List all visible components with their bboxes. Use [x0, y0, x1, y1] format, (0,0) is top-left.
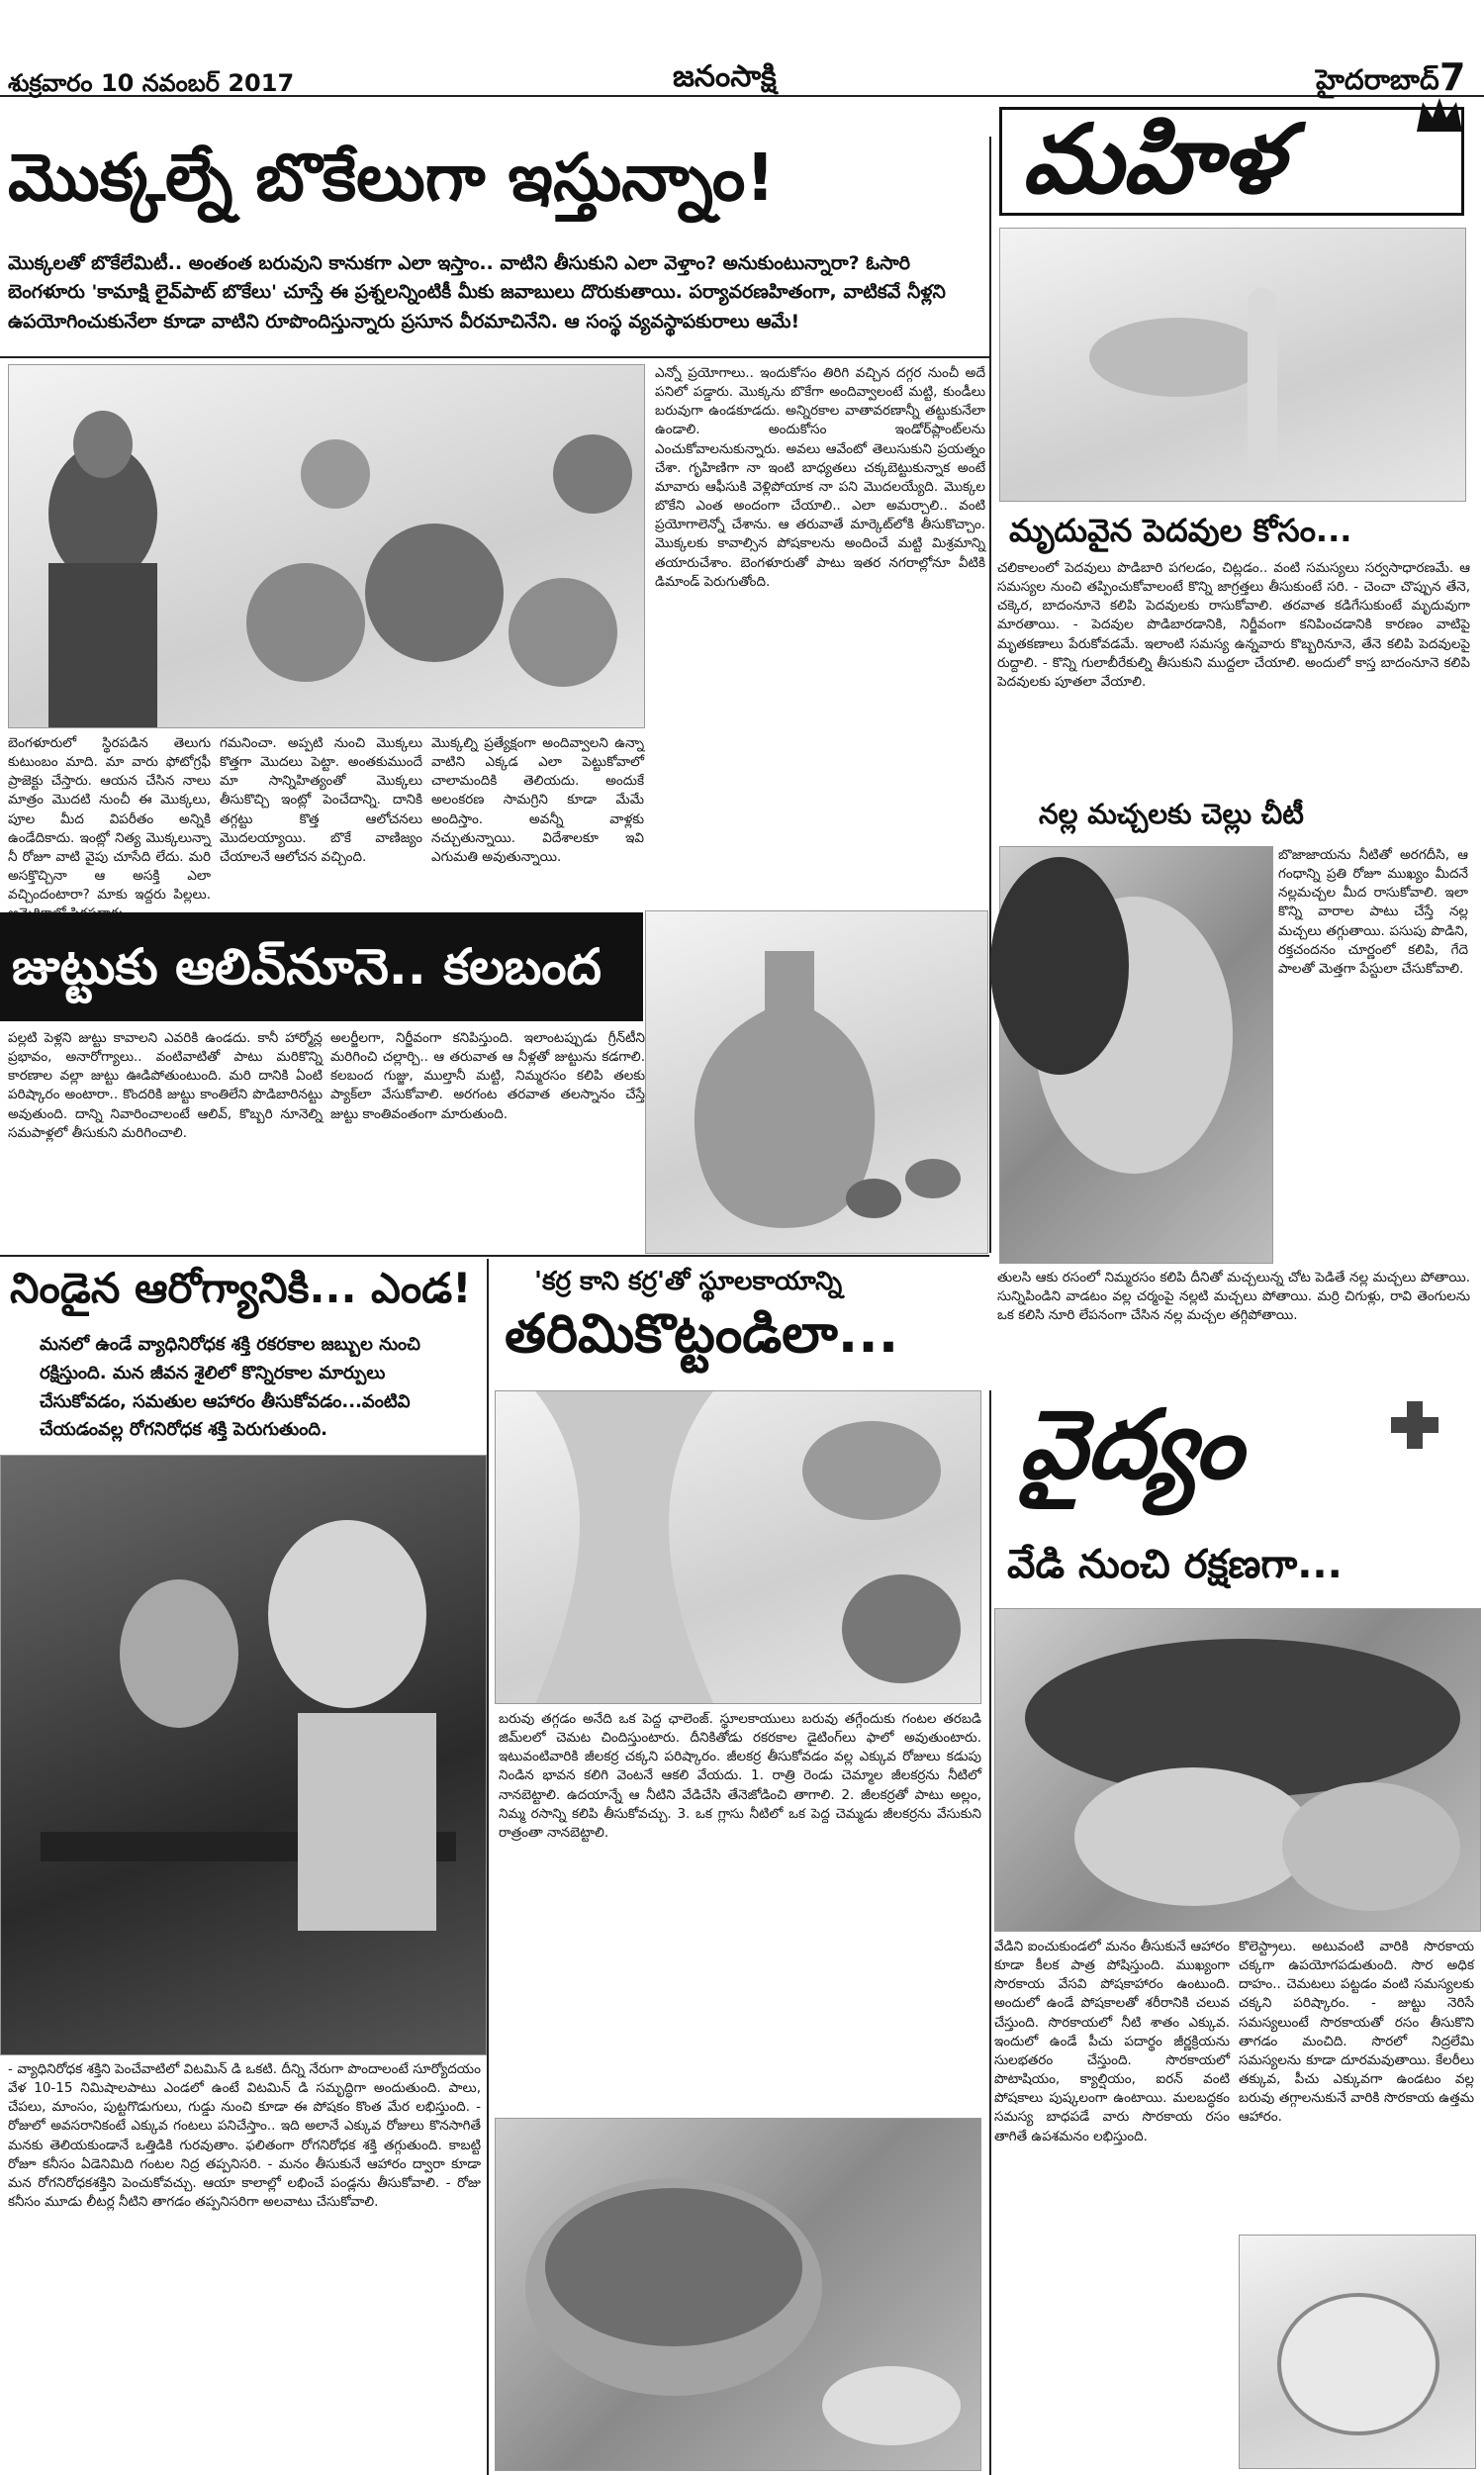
- article2-text-col2: అలర్జీలగా, నిర్జీవంగా కనిపిస్తుంది. ఇలాంటప్పుడు గ్రీన్‌టీని మరిగించి చల్లార్చి.. ఆ తరువాత ఆ నీళ్లతో జుట్టును కడగాలి. కలబంద గుజ్జు, ముల్తానీ మట్టి, నిమ్మరసం కలిపి తలకు ప్యాక్‌లా వేసుకోవాలి. అరగంట తరవాత తలస్నానం చేస్తే జుట్టు కాంతివంతంగా మారుతుంది.: [330, 1030, 645, 1122]
- masthead-brand: జనంసాక్షి: [673, 59, 777, 94]
- dark-spots-body1: బొజాజాయను నీటితో అరగదీసి, ఆ గంధాన్ని ప్రతి రోజూ ముఖ్యం మీదనే నల్లమచ్చల మీద రాసుకోవాలి. ఇలా కొన్ని వారాల పాటు చేస్తే నల్ల మచ్చలు తగ్గుతాయి. పసుపు పొడిని, రక్తచందనం చూర్ణంలో కలిపి, గేదె పాలతో మెత్తగా పేస్టులా చేసుకోవాలి.: [1278, 847, 1468, 977]
- olive-oil-photo: [645, 910, 988, 1254]
- divider: [0, 356, 989, 358]
- mahila-logo: మహిళ: [999, 107, 1464, 216]
- dark-spots-body2: తులసి ఆకు రసంలో నిమ్మరసం కలిపి దీనితో మచ్చలున్న చోట పెడితే నల్ల మచ్చలు పోతాయి. సున్నిపిండిని వాడటం వల్ల చర్మంపై నల్లటి మచ్చలు పోతాయి. మర్రి చిగుళ్లు, రావి తెంగులను ఒక కలిసి నూరి లేపనంగా చేసిన నల్ల మచ్చల తగ్గిపోతాయి.: [997, 1270, 1470, 1324]
- article1-text-col1: బెంగళూరులో స్థిరపడిన తెలుగు కుటుంబం మాది. మా వారు ఫోటోగ్రఫీ ప్రాజెక్టు చేస్తారు. ఆయన చేసిన నాలు మాత్రం మొదటి నుంచీ ఈ మొక్కలు, పూల మీద విపరీతం అన్నికి ఉండేదికాదు. ఇంట్లో నిత్య మొక్కలున్నా నీ రోజూ వాటి వైపు చూసేది లేదు. మరి అసక్తొచ్చినా ఆ అసక్తి ఎలా వచ్చిందంటారా? మాకు ఇద్దరు పిల్లలు.: [8, 735, 211, 904]
- lips-photo: [999, 228, 1466, 502]
- vaidyam-logo: వైద్యం: [1019, 1388, 1243, 1500]
- article4-kicker: 'కర్ర కాని కర్ర'తో స్థూలకాయాన్ని: [534, 1267, 843, 1296]
- article3-headline: నిండైన ఆరోగ్యానికి... ఎండ!: [10, 1264, 472, 1312]
- article1-text-col3: మొక్కల్ని ప్రత్యేక్షంగా అందివ్వాలని ఉన్నా వాటిని ఎక్కడ ఎలా పెట్టుకోవాలో చాలామందికి తెలియదు. అందుకే అలంకరణ సామగ్రిని కూడా మేమే అందిస్తాం. అవన్నీ వాళ్లకు నచ్చుతున్నాయి. విదేశాలకూ ఇవి ఎగుమతి అవుతున్నాయి.: [431, 735, 644, 865]
- crown-icon: [1415, 94, 1464, 138]
- vaidyam-text-col2: కొలెస్ట్రాలు. అటువంటి వారికి సొరకాయ చక్కగా ఉపయోగపడుతుంది. సొర అధిక దాహం.. చెమటలు పట్టడం వంటి సమస్యలకు చక్కని పరిష్కారం. - జుట్టు నెరిసే సమస్యలుంటే సొరకాయతో రసం తీసుకొని తాగడం మంచిది. సొరలో నిద్రలేమి సమస్యలను కూడా దూరమవుతాయి. కేలరీలు తక్కువ, పీచు ఎక్కువగా ఉండటం వల్ల బరువు తగ్గాలనుకునే వారికి సొరకాయ ఉత్తమ ఆహారం.: [1239, 1939, 1474, 2126]
- article3-body: - వ్యాధినిరోధక శక్తిని పెంచేవాటిలో విటమిన్ డి ఒకటి. దీన్ని నేరుగా పొందాలంటే సూర్యోదయం వేళ 10-15 నిమిషాలపాటు ఎండలో ఉంటే విటమిన్ డి సమృద్ధిగా అందుతుంది. పాలు, చేపలు, మాంసం, పుట్టగొడుగులు, గుడ్డు నుంచి కూడా ఈ పోషకం కొంత మేర లభిస్తుంది. - రోజులో అవసరానికంటే ఎక్కువ గంటలు పనిచేస్తాం.. ఇది అలానే ఎక్కువ రోజులు కొనసాగితే మనకు తెలియకుండానే ఒత్తిడికి గురవుతాం. ఫలితంగా రోగనిరోధక శక్తి తగ్గుతుంది. కాబట్టి రోజూ కనీసం ఏడెనిమిది గంటల నిద్ర తప్పనిసరి. - మనం తీసుకునే ఆహారం ద్వారా కూడా మన రోగనిరోధకశక్తిని పెంచుకోవచ్చు. ఆయా కాలాల్లో లభించే పండ్లను తీసుకోవాలి. - రోజు కనీసం మూడు లీటర్ల నీటిని తాగడం తప్పనిసరిగా అలవాటు చేసుకోవాలి.: [8, 2061, 481, 2211]
- waist-measuring-photo: [495, 1390, 981, 1704]
- bottle-gourd-photo: [994, 1608, 1481, 1932]
- cumin-bowl-photo: [495, 2118, 981, 2471]
- city-label: హైదరాబాద్: [1316, 63, 1439, 96]
- vaidyam-headline: వేడి నుంచి రక్షణగా...: [1007, 1542, 1343, 1587]
- gourd-slice-photo: [1239, 2235, 1476, 2469]
- medical-cross-icon: [1385, 1395, 1444, 1459]
- column-rule: [989, 137, 991, 1253]
- vaidyam-text-col1: వేడిని ఐంచుకుండలో మనం తీసుకునే ఆహారం కూడా కీలక పాత్ర పోషిస్తుంది. ముఖ్యంగా సొరకాయ వేసవి పోషకాహారం ఉంటుంది. అందులో ఉండే పోషకాలతో శరీరానికి చలువ చేస్తుంది. సొరకాయలో నీటి శాతం ఎక్కువ. ఇందులో ఉండే పీచు పదార్థం జీర్ణక్రియను సులభతరం చేస్తుంది. సొరకాయలో పొటాషియం, క్యాల్షియం, ఐరన్ వంటి పోషకాలు పుష్కలంగా ఉంటాయి. మలబద్ధకం సమస్య బాధపడే వారు సొరకాయ రసం తాగితే ఉపశమనం లభిస్తుంది.: [994, 1939, 1230, 2144]
- column-rule: [487, 1259, 489, 2475]
- article1-headline: మొక్కల్నే బొకేలుగా ఇస్తున్నాం!: [8, 140, 776, 216]
- article2-headline: జుట్టుకు ఆలివ్‌నూనె.. కలబంద: [0, 912, 643, 1021]
- lips-title: మృదువైన పెదవుల కోసం...: [1009, 512, 1352, 549]
- article1-photo-woman-with-plants: [8, 364, 645, 728]
- article1-text-col2: గమనించా. అప్పటి నుంచి మొక్కలు కొత్తగా మొదలు పెట్టా. అంతకుముందే మా సాన్నిహిత్యంతో మొక్కలు తీసుకొచ్చి ఇంట్లో పెంచేదాన్ని. దానికి తగ్గట్టు కొత్త ఆలోచనలు మొదలయ్యాయి. బొకే వాణిజ్యం చేయాలనే ఆలోచన వచ్చింది.: [220, 735, 422, 865]
- article3-lead: మనలో ఉండే వ్యాధినిరోధక శక్తి రకరకాల జబ్బుల నుంచి రక్షిస్తుంది. మన జీవన శైలిలో కొన్నిరకాల మార్పులు చేసుకోవడం, సమతుల ఆహారం తీసుకోవడం...వంటివి చేయడంవల్ల రోగనిరోధక శక్తి పెరుగుతుంది.: [40, 1334, 420, 1441]
- article4-body: బరువు తగ్గడం అనేది ఒక పెద్ద ఛాలెంజ్. స్థూలకాయులు బరువు తగ్గేందుకు గంటల తరబడి జిమ్‌లలో చెమట చిందిస్తుంటారు. దీనికితోడు రకరకాల డైటింగ్‌లు ఫాలో అవుతుంటారు. ఇటువంటివారికి జీలకర్ర చక్కని పరిష్కారం. జీలకర్ర తీసుకోవడం వల్ల ఎక్కువ రోజులు కడుపు నిండిన భావన కలిగి వెంటనే ఆకలి వేయదు. 1. రాత్రి రెండు చెమ్మాల జీలకర్రను నీటిలో నానబెట్టాలి. ఉదయాన్నే ఆ నీటిని వేడిచేసి తేనెజోడించి తాగాలి. 2. జీలకర్రతో పాటు అల్లం, నిమ్మ రసాన్ని కలిపి తీసుకోవచ్చు. 3. ఒక గ్లాసు నీటిలో ఒక పెద్ద చెమ్మడు జీలకర్రను వేసుకుని రాత్రంతా నానబెట్టాలి.: [499, 1711, 981, 1841]
- column-rule: [989, 1390, 991, 2475]
- gym-women-photo: [0, 1455, 487, 2055]
- page-header: [0, 0, 1484, 97]
- lips-body: చలికాలంలో పెదవులు పొడిబారి పగలడం, చిట్లడం.. వంటి సమస్యలు సర్వసాధారణమే. ఆ సమస్యల నుంచి తప్పించుకోవాలంటే కొన్ని జాగ్రత్తలు తీసుకుంటే సరి. - చెంచా చొప్పున తేనె, చక్కెర, బాదంనూనె కలిపి పెదవులకు రాసుకోవాలి. తరవాత కడిగేసుకుంటే మృదువుగా మారతాయి. - పెదవుల పొడిబారడానికి, నిర్జీవంగా కనిపించడానికి కారణం వాటిపై మృతకణాలు పేరుకోవడమే. ఇలాంటి సమస్య ఉన్నవారు కొబ్బరినూనె, తేనె కలిపి పెదవులపై రుద్దాలి. - కొన్ని గులాబీరేకుల్ని తీసుకుని ముద్దలా చేయాలి. అందులో కాస్త బాదంనూనె కలిపి పెదవులకు పూతలా వేయాలి.: [997, 560, 1470, 690]
- plants-illustration-icon: [9, 365, 644, 727]
- dark-spots-title: నల్ల మచ్చలకు చెల్లు చీటీ: [1039, 798, 1304, 830]
- article4-headline: తరిమికొట్టండిలా...: [505, 1302, 899, 1365]
- article1-lead: మొక్కలతో బొకేలేమిటీ.. అంతంత బరువుని కానుకగా ఎలా ఇస్తాం.. వాటిని తీసుకుని ఎలా వెళ్తాం? అనుకుంటున్నారా? ఓసారి బెంగళూరు 'కామాక్షి లైవ్‌పాట్ బొకేలు' చూస్తే ఈ ప్రశ్నలన్నింటికీ మీకు జవాబులు దొరుకుతాయి. పర్యావరణహితంగా, వాటికవే నీళ్లని ఉపయోగించుకునేలా కూడా వాటిని రూపొందిస్తున్నారు ప్రసూన వీరమాచినేని. ఆ సంస్థ వ్యవస్థాపకురాలు ఆమే!: [8, 252, 946, 333]
- article1-text-right: ఎన్నో ప్రయోగాలు.. ఇందుకోసం తిరిగి వచ్చిన దగ్గర నుంచీ అదే పనిలో పడ్డారు. మొక్కను బొకేగా అందివ్వాలంటే మట్టి, కుండీలు బరువుగా ఉండకూడదు. అన్నిరకాల వాతావరణాన్నీ తట్టుకునేలా ఉండాలి. అందుకోసం ఇండోర్‌ప్లాంట్‌లను ఎంచుకోవాలనుకున్నారు. అవలు ఆవేంటో తెలుసుకుని ప్రయత్నం చేశా. గృహిణిగా నా ఇంటి బాధ్యతలు చక్కబెట్టుకున్నాక అంటే మావారు ఆఫీసుకి వెళ్లిపోయాక నా పని మొదలయ్యేది. మొక్కల బొకేని ఎంత అందంగా చేయాలి.. ఎలా అమర్చాలి.. వంటి ప్రయోగాలెన్నో చేశాను. ఆ తరువాతే మార్కెట్‌లోకి తీసుకొచ్చాం. మొక్కలకు కావాల్సిన పోషకాలను అందించే మట్టి మిశ్రమాన్ని తయారుచేశాం. బెంగళూరుతో పాటు ఇతర నగరాల్లోనూ వీటికి డిమాండ్ పెరుగుతోంది.: [655, 365, 985, 590]
- article2-text-col1: పల్లటి పెళ్లని జుట్టు కావాలని ఎవరికి ఉండదు. కానీ హార్మోన్ల ప్రభావం, అనారోగ్యాలు.. వంటివాటితో పాటు మరికొన్ని కారణాల వల్లా జుట్టు ఊడిపోతుంటుంది. మరి దానికి ఏంటి పరిష్కారం అంటారా.. కొందరికి జుట్టు కాంతిలేని పొడిబారినట్టు అవుతుంది. దాన్ని నివారించాలంటే ఆలివ్, కొబ్బరి నూనెల్ని సమపాళ్లలో తీసుకుని మరిగించాలి.: [8, 1030, 323, 1141]
- page-number: 7: [1439, 55, 1466, 99]
- divider: [0, 1255, 989, 1257]
- date-label: శుక్రవారం 10 నవంబర్ 2017: [8, 69, 295, 97]
- face-photo: [999, 846, 1273, 1264]
